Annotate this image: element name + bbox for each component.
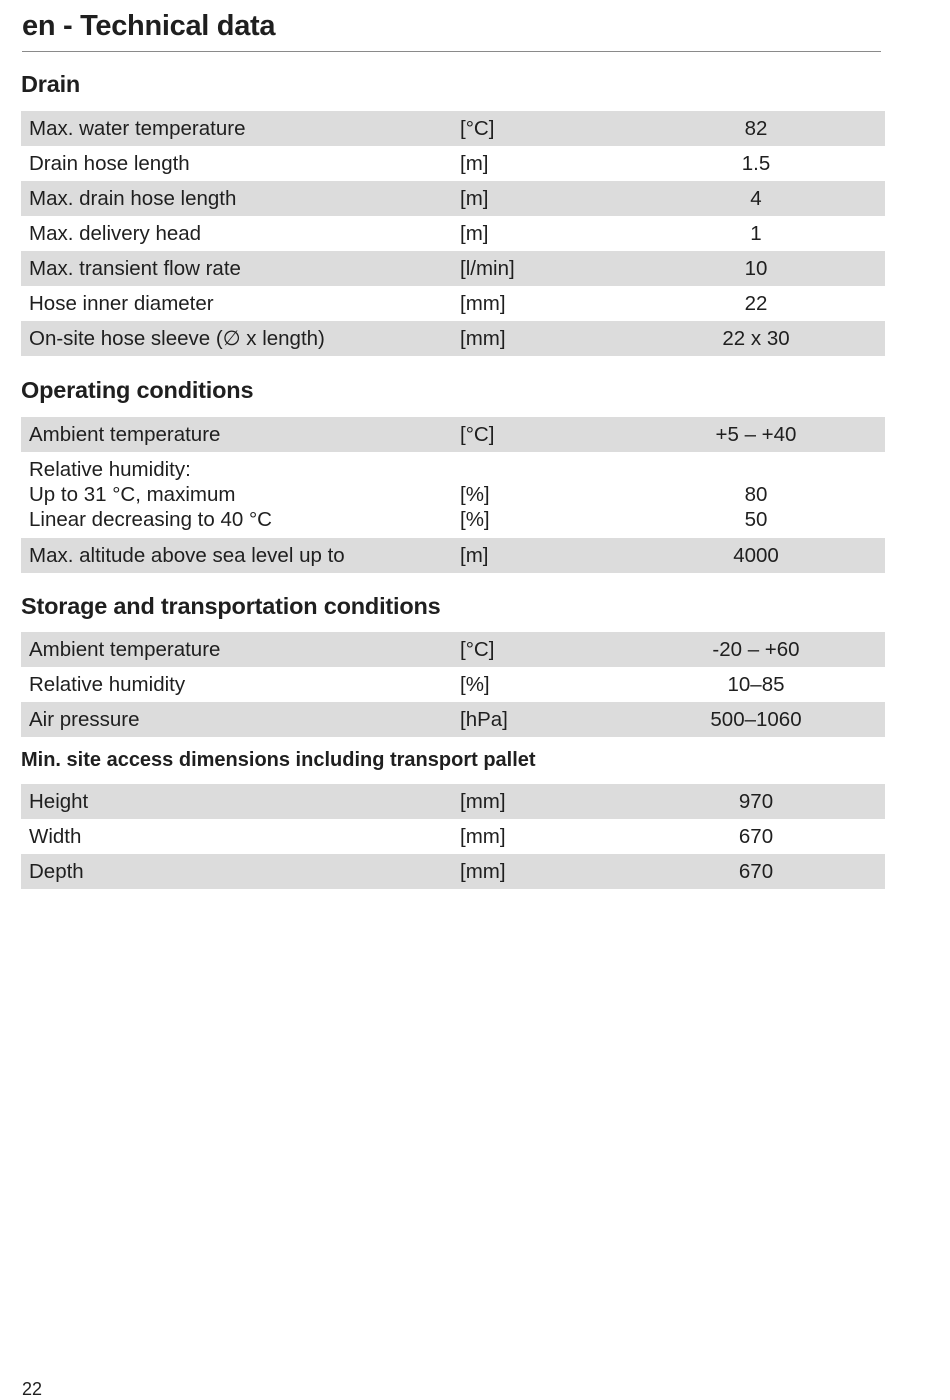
humidity-label-line: Linear decreasing to 40 °C <box>29 508 272 531</box>
row-value: 4 <box>750 187 762 210</box>
row-label: Depth <box>29 860 84 883</box>
humidity-value-line: 50 <box>744 508 768 531</box>
table-row <box>21 538 885 573</box>
access-table <box>21 784 885 889</box>
row-label: Max. water temperature <box>29 117 246 140</box>
row-unit: [m] <box>460 152 489 175</box>
row-value: 1.5 <box>741 152 771 175</box>
humidity-value-line: 80 <box>744 483 768 506</box>
operating-heading: Operating conditions <box>21 377 254 403</box>
row-value <box>626 457 886 532</box>
row-value: 670 <box>738 860 774 883</box>
row-unit: [mm] <box>460 825 506 848</box>
row-unit: [m] <box>460 187 489 210</box>
row-label: Ambient temperature <box>29 638 221 661</box>
row-unit: [m] <box>460 222 489 245</box>
row-label: Max. altitude above sea level up to <box>29 544 345 567</box>
row-value: 10 <box>744 257 768 280</box>
row-value: +5 – +40 <box>715 423 797 446</box>
table-row <box>21 819 885 854</box>
row-unit <box>460 457 490 532</box>
row-value: 4000 <box>733 544 779 567</box>
title-divider <box>22 51 881 52</box>
row-unit: [mm] <box>460 790 506 813</box>
drain-table <box>21 111 885 356</box>
table-row <box>21 667 885 702</box>
humidity-unit-line: [%] <box>460 508 490 531</box>
table-row <box>21 251 885 286</box>
page-number: 22 <box>22 1379 43 1399</box>
humidity-unit-line: [%] <box>460 483 490 506</box>
row-unit: [%] <box>460 673 490 696</box>
table-row-humidity <box>21 452 885 538</box>
row-label: On-site hose sleeve (∅ x length) <box>29 327 325 350</box>
row-label: Relative humidity <box>29 673 186 696</box>
row-label: Drain hose length <box>29 152 190 175</box>
row-unit: [°C] <box>460 638 495 661</box>
row-value: -20 – +60 <box>712 638 800 661</box>
row-value: 500–1060 <box>710 708 802 731</box>
table-row <box>21 181 885 216</box>
row-label: Width <box>29 825 82 848</box>
row-value: 10–85 <box>727 673 785 696</box>
row-value: 22 x 30 <box>722 327 790 350</box>
table-row <box>21 111 885 146</box>
row-label: Max. drain hose length <box>29 187 237 210</box>
humidity-label-line: Up to 31 °C, maximum <box>29 483 236 506</box>
row-unit: [°C] <box>460 117 495 140</box>
table-row <box>21 854 885 889</box>
row-label: Max. delivery head <box>29 222 202 245</box>
table-row <box>21 286 885 321</box>
row-unit: [mm] <box>460 292 506 315</box>
storage-table <box>21 632 885 737</box>
operating-table <box>21 417 885 573</box>
drain-heading: Drain <box>21 71 81 97</box>
row-value: 22 <box>744 292 768 315</box>
row-unit: [l/min] <box>460 257 515 280</box>
row-label: Ambient temperature <box>29 423 221 446</box>
humidity-label-line: Relative humidity: <box>29 458 191 481</box>
row-unit: [m] <box>460 544 489 567</box>
row-unit: [°C] <box>460 423 495 446</box>
row-value: 1 <box>750 222 762 245</box>
table-row <box>21 321 885 356</box>
row-unit: [mm] <box>460 327 506 350</box>
row-value: 82 <box>744 117 768 140</box>
table-row <box>21 702 885 737</box>
page-title: en - Technical data <box>22 10 276 42</box>
row-value: 670 <box>738 825 774 848</box>
row-label: Height <box>29 790 89 813</box>
access-heading: Min. site access dimensions including transport pallet <box>21 749 536 771</box>
row-label: Max. transient flow rate <box>29 257 241 280</box>
table-row <box>21 216 885 251</box>
table-row <box>21 417 885 452</box>
table-row <box>21 632 885 667</box>
table-row <box>21 146 885 181</box>
row-label: Hose inner diameter <box>29 292 214 315</box>
row-value: 970 <box>738 790 774 813</box>
row-unit: [mm] <box>460 860 506 883</box>
row-label: Air pressure <box>29 708 140 731</box>
row-unit: [hPa] <box>460 708 508 731</box>
storage-heading: Storage and transportation conditions <box>21 593 441 619</box>
row-label <box>29 457 272 532</box>
table-row <box>21 784 885 819</box>
